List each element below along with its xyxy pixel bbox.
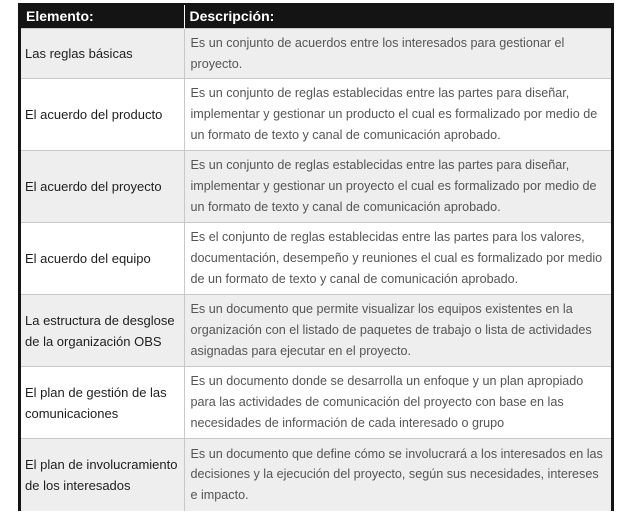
row-element: El acuerdo del equipo	[21, 223, 184, 295]
table-row	[21, 223, 611, 295]
row-element: El plan de involucramiento de los interesados	[21, 439, 184, 511]
row-description: Es un conjunto de reglas establecidas entre las partes para diseñar, implementar y gestionar un proyecto el cual es formalizado por medio de un formato de texto y canal de comunicación aprobado.	[184, 151, 611, 223]
table-row	[21, 439, 611, 511]
table-row	[21, 151, 611, 223]
table-row	[21, 29, 611, 79]
row-element: La estructura de desglose de la organización OBS	[21, 295, 184, 367]
elements-table	[21, 5, 611, 511]
row-element: Las reglas básicas	[21, 29, 184, 79]
row-element: El plan de gestión de las comunicaciones	[21, 367, 184, 439]
row-description: Es un documento que permite visualizar los equipos existentes en la organización con el listado de paquetes de trabajo o lista de actividades asignadas para ejecutar en el proyecto.	[184, 295, 611, 367]
table-header-row	[21, 5, 611, 29]
table-row	[21, 295, 611, 367]
row-description: Es un documento donde se desarrolla un enfoque y un plan apropiado para las actividades de comunicación del proyecto con base en las necesidades de información de cada interesado o grupo	[184, 367, 611, 439]
row-description: Es un documento que define cómo se involucrará a los interesados en las decisiones y la ejecución del proyecto, según sus necesidades, intereses e impacto.	[184, 439, 611, 511]
row-element: El acuerdo del proyecto	[21, 151, 184, 223]
row-description: Es un conjunto de acuerdos entre los interesados para gestionar el proyecto.	[184, 29, 611, 79]
table-row	[21, 79, 611, 151]
row-description: Es el conjunto de reglas establecidas entre las partes para los valores, documentación, desempeño y reuniones el cual es formalizado por medio de un formato de texto y canal de comunicación aprobado.	[184, 223, 611, 295]
header-element: Elemento:	[21, 5, 184, 29]
row-description: Es un conjunto de reglas establecidas entre las partes para diseñar, implementar y gestionar un producto el cual es formalizado por medio de un formato de texto y canal de comunicación aprobado.	[184, 79, 611, 151]
row-element: El acuerdo del producto	[21, 79, 184, 151]
table-row	[21, 367, 611, 439]
header-description: Descripción:	[184, 5, 611, 29]
elements-table-frame	[18, 3, 614, 511]
